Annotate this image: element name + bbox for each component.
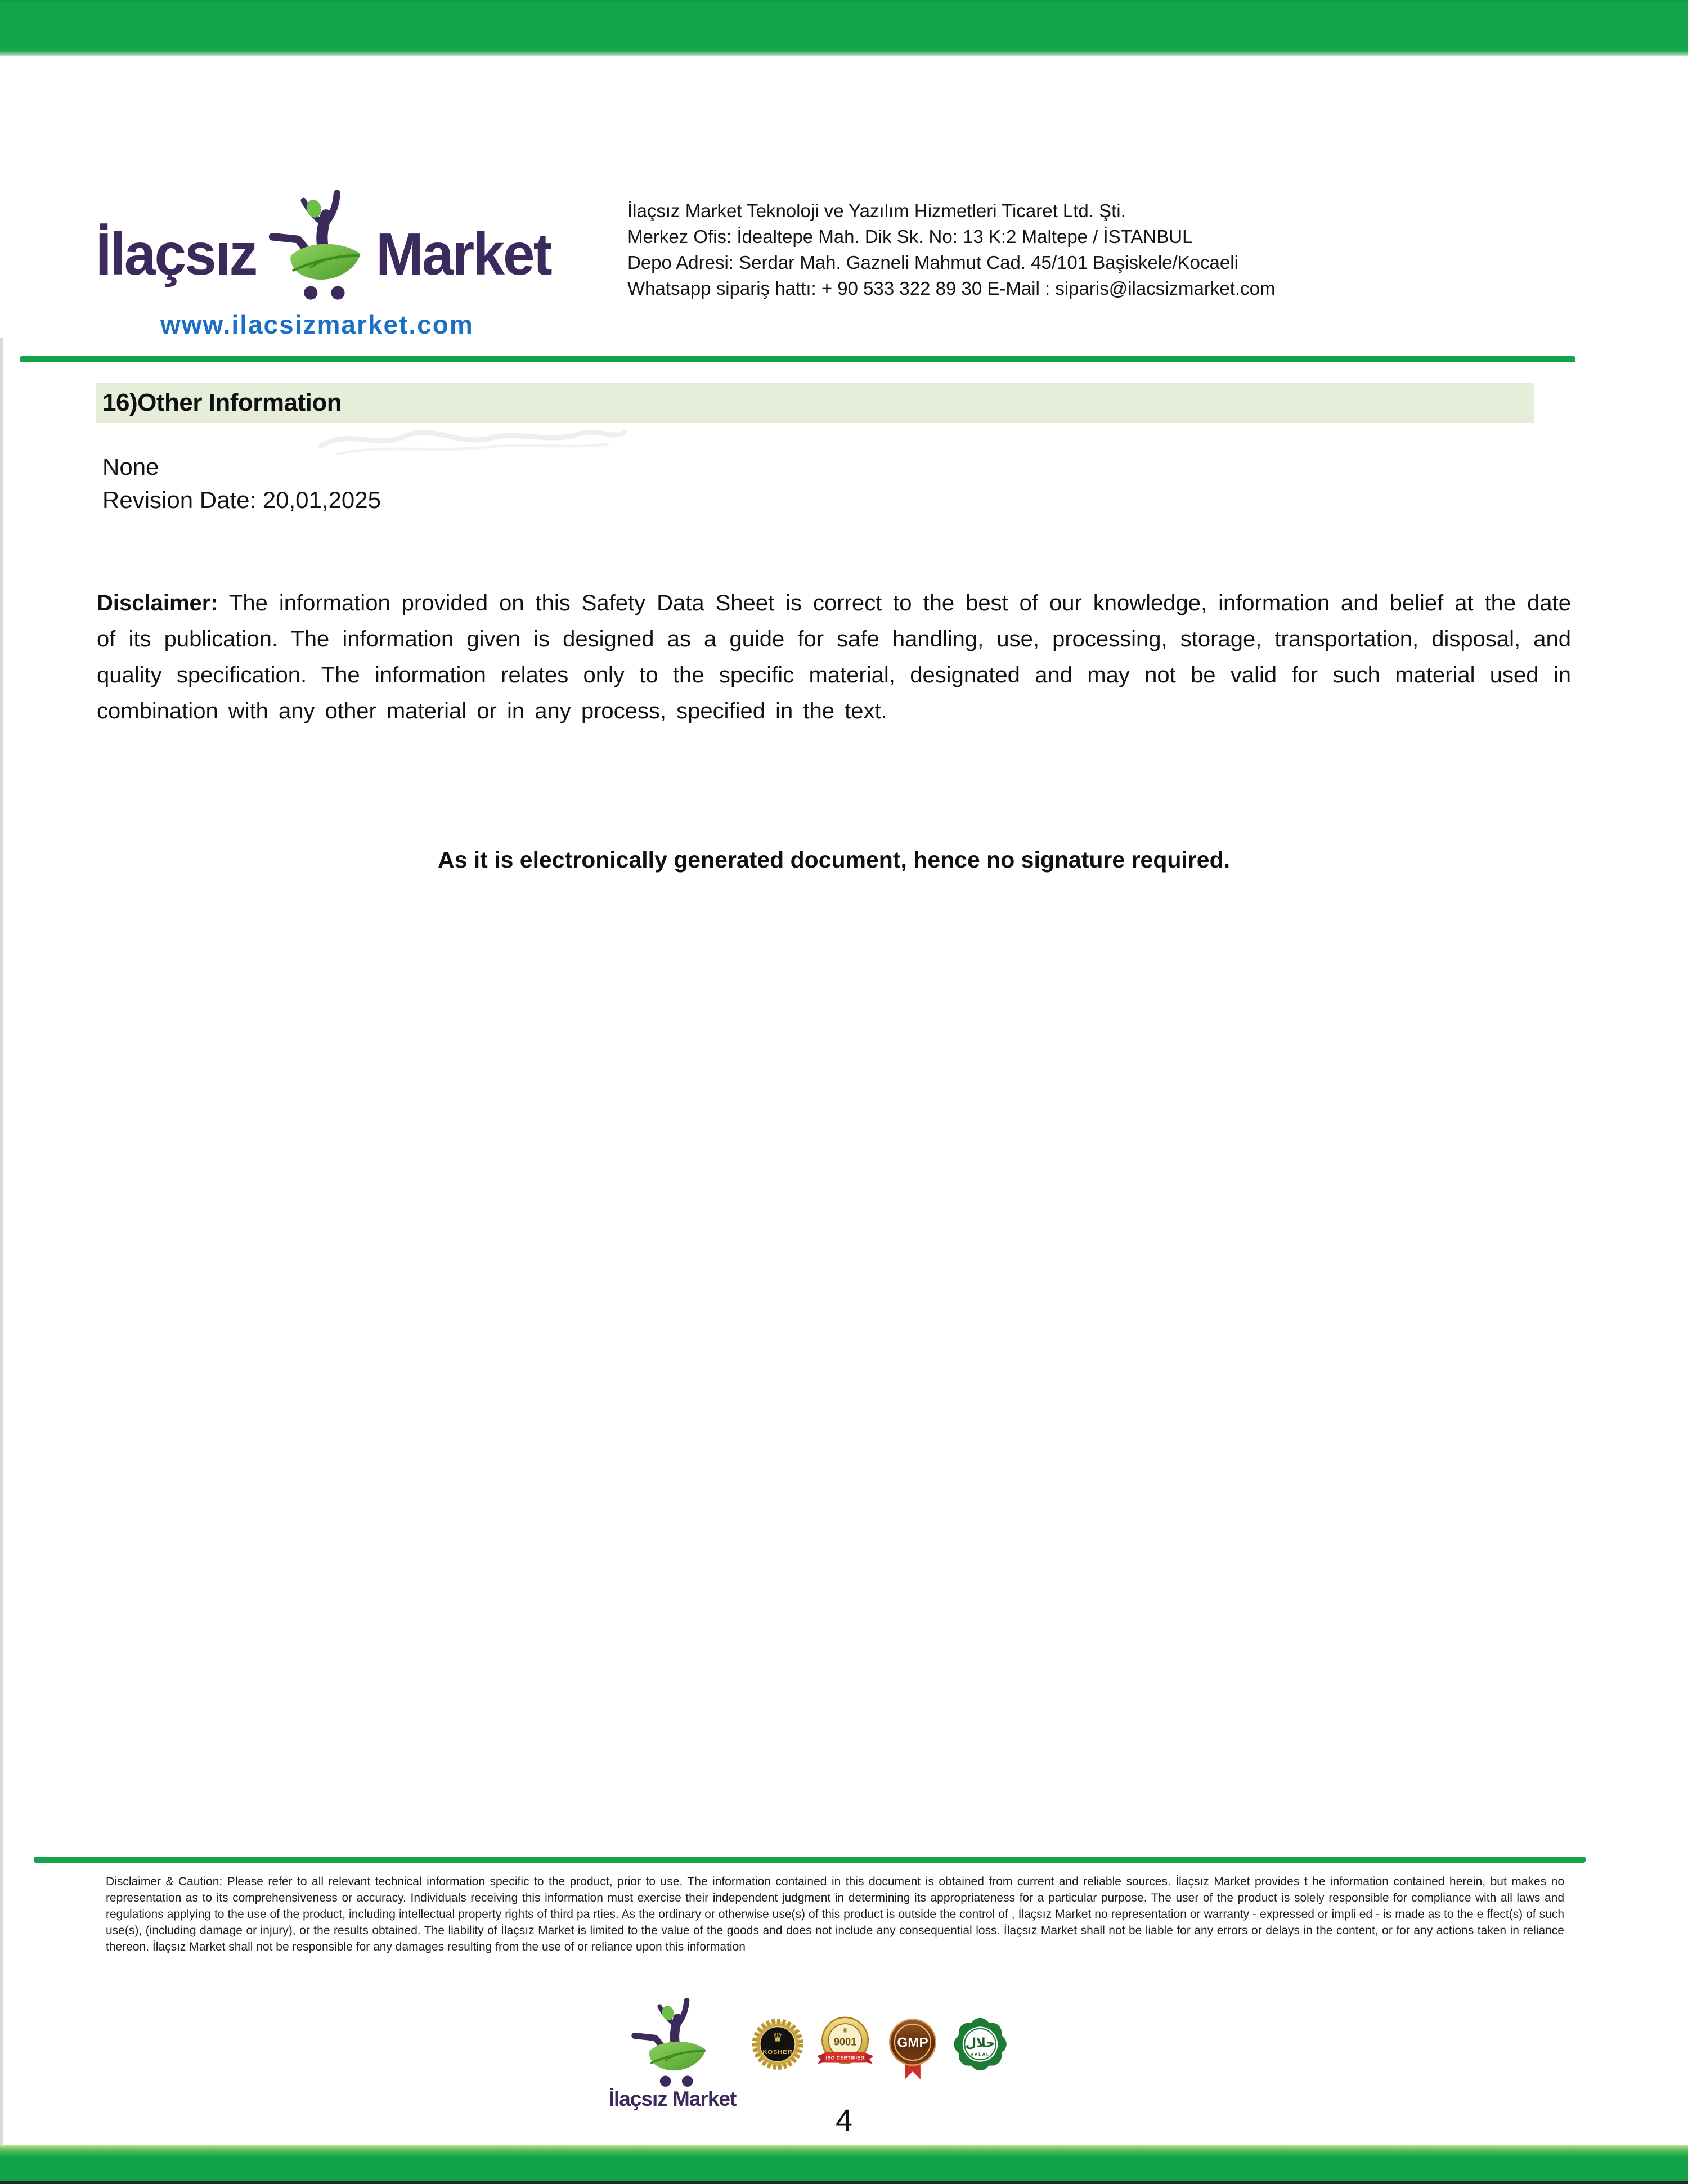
certification-badges — [748, 2013, 1009, 2086]
company-office-line: Merkez Ofis: İdealtepe Mah. Dik Sk. No: 13 K:2 Maltepe / İSTANBUL — [627, 226, 1193, 247]
halal-badge-label: HALAL — [970, 2052, 990, 2057]
company-name-line: İlaçsız Market Teknoloji ve Yazılım Hizmetleri Ticaret Ltd. Şti. — [627, 200, 1126, 221]
brand-logo — [96, 132, 558, 301]
footer-brand-logo — [591, 1996, 754, 2111]
header-divider — [20, 356, 1575, 362]
page-number: 4 — [835, 2104, 853, 2137]
crown-icon: ♛ — [772, 2031, 783, 2044]
website-link[interactable]: www.ilacsizmarket.com — [160, 310, 474, 339]
section-body-line-revision-date: Revision Date: 20,01,2025 — [102, 487, 381, 513]
footer-divider — [34, 1857, 1586, 1863]
iso-certified-ribbon-label: ISO CERTIFIED — [825, 2055, 865, 2061]
kosher-badge-label: KOSHER — [762, 2048, 793, 2056]
footer-brand-name: İlaçsız Market — [608, 2087, 737, 2110]
brand-word-market: Market — [376, 221, 551, 287]
section-body — [102, 450, 381, 516]
section-title: 16)Other Information — [102, 389, 342, 416]
company-depot-line: Depo Adresi: Serdar Mah. Gazneli Mahmut Cad. 45/101 Başiskele/Kocaeli — [627, 252, 1238, 273]
cart-leaf-person-icon — [630, 1996, 715, 2088]
page-edge-shadow — [0, 338, 3, 2145]
gmp-badge-icon — [883, 2013, 942, 2086]
iso-9001-badge-icon — [816, 2013, 874, 2079]
disclaimer-paragraph — [97, 585, 1571, 729]
section-body-line-none: None — [102, 453, 159, 480]
halal-badge-icon — [951, 2013, 1009, 2079]
brand-word-ilacsiz: İlaçsız — [96, 221, 257, 287]
cart-leaf-person-icon — [267, 132, 371, 301]
section-header — [96, 383, 1534, 423]
company-contact-line: Whatsapp sipariş hattı: + 90 533 322 89 30 E-Mail : siparis@ilacsizmarket.com — [627, 278, 1276, 299]
crown-icon: ♛ — [842, 2027, 849, 2034]
gmp-badge-label: GMP — [897, 2035, 928, 2051]
footer-disclaimer: Disclaimer & Caution: Please refer to all relevant technical information specific to the product, prior to use. The information contained in this document is obtained from current and reliable sources. İlaçsız Market provides t he information contained herein, but makes no representation as to its comprehensiveness or accuracy. Individuals receiving this information must exercise their independent judgment in determining its appropriateness for a particular purpose. The user of the product is solely responsible for compliance with all laws and regulations applying to the use of the product, including intellectual property rights of third pa rties. As the ordinary or otherwise use(s) of this product is outside the control of , İlaçsız Market no representation or warranty - expressed or impli ed - is made as to the e ffect(s) of such use(s), (including damage or injury), or the results obtained. The liability of İlaçsız Market is limited to the value of the goods and does not include any consequential loss. İlaçsız Market shall not be liable for any errors or delays in the content, or for any actions taken in reliance thereon. İlaçsız Market shall not be responsible for any damages resulting from the use of or reliance upon this information — [106, 1875, 1564, 1953]
top-green-bar — [0, 0, 1688, 56]
bottom-green-bar — [0, 2145, 1688, 2184]
kosher-badge-icon — [748, 2013, 807, 2079]
company-info-block — [627, 198, 1471, 302]
disclaimer-text: The information provided on this Safety Data Sheet is correct to the best of our knowledge, information and belief at the date of its publication. The information given is designed as a guide for safe handling, use, processing, storage, transportation, disposal, and quality specification. The information relates only to the specific material, designated and may not be valid for such material used in combination with any other material or in any process, specified in the text. — [97, 591, 1571, 723]
signature-note: As it is electronically generated document, hence no signature required. — [437, 847, 1231, 873]
disclaimer-label: Disclaimer: — [97, 591, 218, 615]
halal-arabic-label: حلال — [965, 2035, 995, 2050]
iso-9001-badge-label: 9001 — [833, 2036, 857, 2048]
